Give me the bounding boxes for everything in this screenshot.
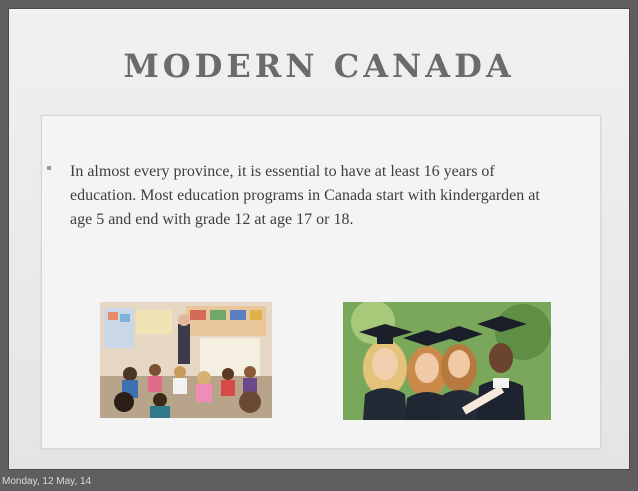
slide-title: MODERN CANADA [123,47,515,85]
slide-date: Monday, 12 May, 14 [2,476,92,487]
graduates-photo [343,302,551,420]
kindergarten-classroom-photo [100,302,272,418]
bullet-text: In almost every province, it is essential to have at least 16 years of education. Most education programs in Canada start with kindergarden at age 5 and end with grade 12 at age 17 or 18. [70,163,540,228]
bullet-icon [47,166,51,170]
